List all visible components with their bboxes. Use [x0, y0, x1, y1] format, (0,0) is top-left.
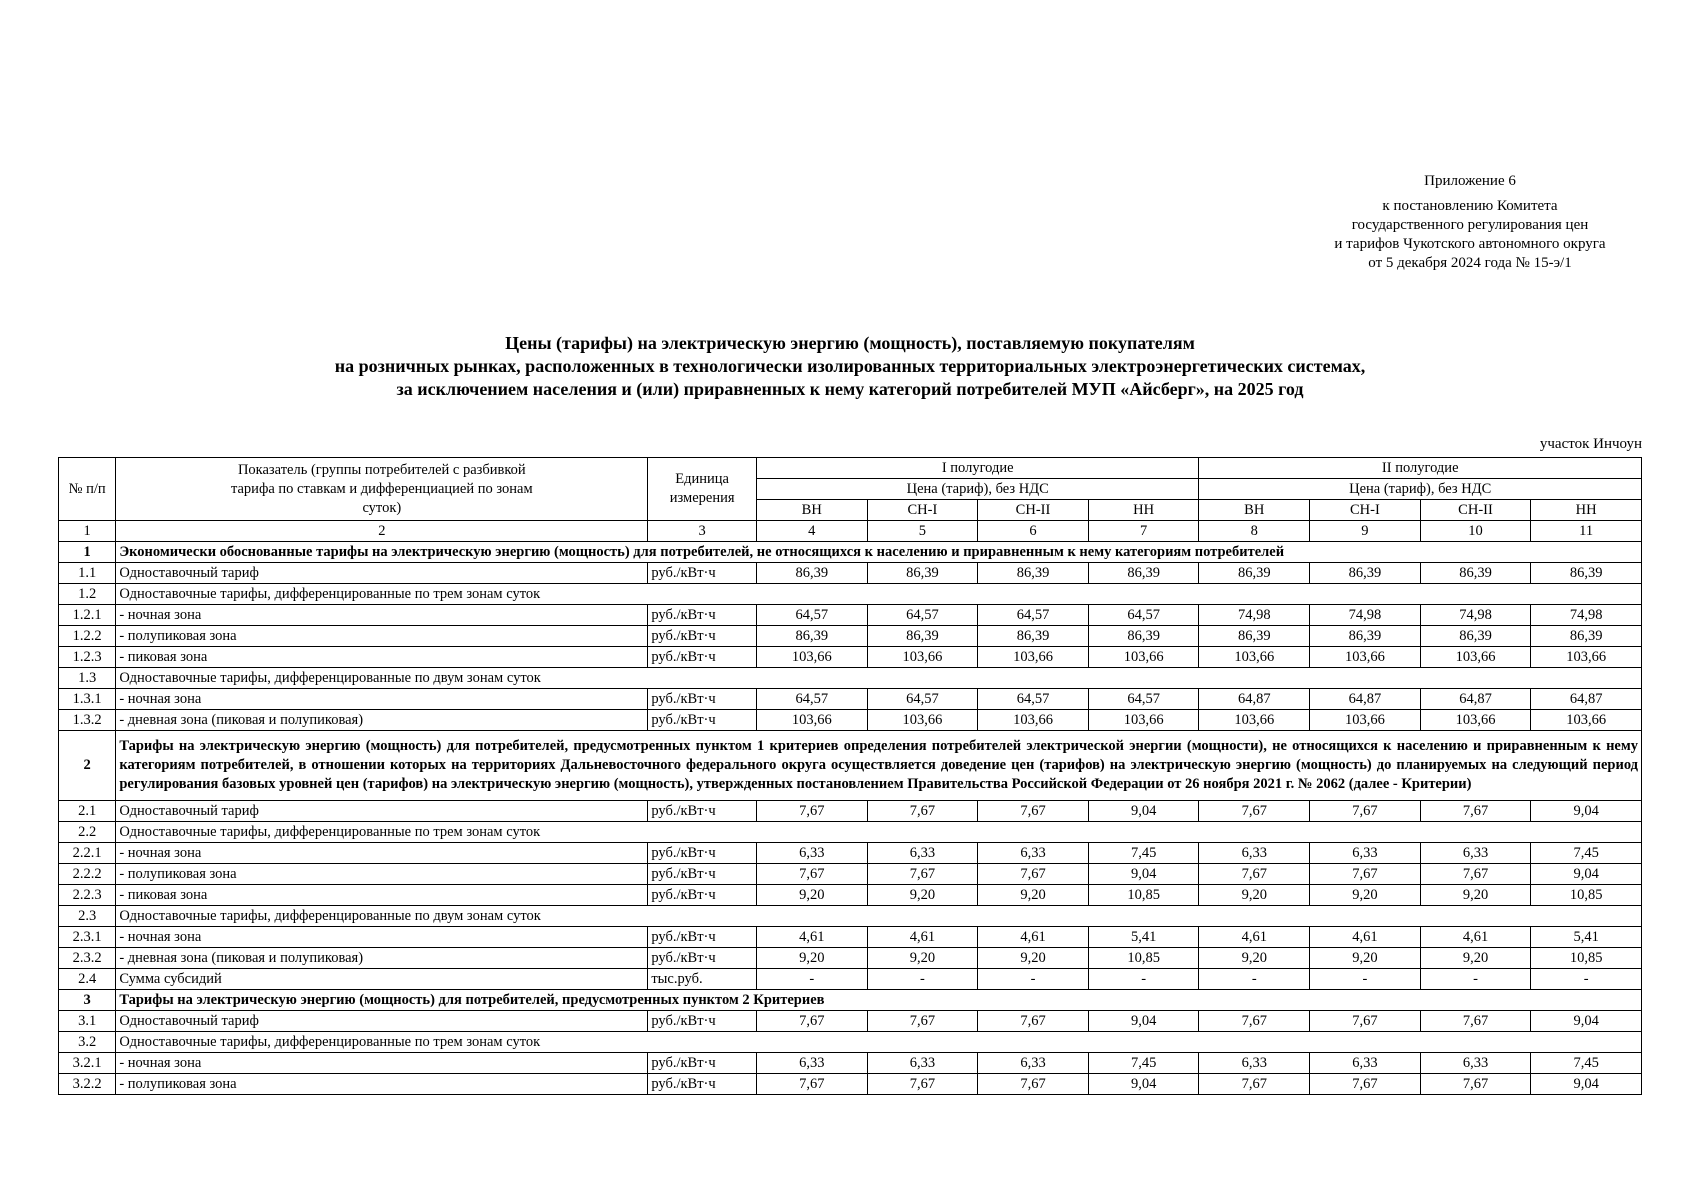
row-group-title: Одноставочные тарифы, дифференцированные по трем зонам суток: [116, 584, 1642, 605]
row-value: 7,67: [756, 1074, 867, 1095]
row-number: 3.2.1: [59, 1053, 116, 1074]
row-indicator: - пиковая зона: [116, 885, 648, 906]
row-value: 7,67: [1310, 801, 1421, 822]
row-value: 7,67: [1310, 1074, 1421, 1095]
row-number: 1.3.2: [59, 710, 116, 731]
row-number: 2.1: [59, 801, 116, 822]
row-value: 9,20: [1199, 948, 1310, 969]
header-column-number: 11: [1531, 521, 1642, 542]
row-value: -: [1088, 969, 1199, 990]
row-value: 103,66: [1310, 710, 1421, 731]
row-indicator: - ночная зона: [116, 927, 648, 948]
row-value: -: [1310, 969, 1421, 990]
row-value: 6,33: [1420, 1053, 1531, 1074]
row-value: 7,67: [1310, 864, 1421, 885]
row-value: 5,41: [1531, 927, 1642, 948]
row-value: 103,66: [1088, 710, 1199, 731]
row-value: 7,45: [1088, 1053, 1199, 1074]
row-value: 86,39: [1310, 626, 1421, 647]
header-price-2: Цена (тариф), без НДС: [1199, 479, 1642, 500]
row-value: 64,87: [1531, 689, 1642, 710]
row-number: 2.2: [59, 822, 116, 843]
row-unit: руб./кВт·ч: [648, 885, 757, 906]
row-value: 86,39: [1199, 626, 1310, 647]
row-value: 64,57: [978, 689, 1089, 710]
row-value: 7,67: [1310, 1011, 1421, 1032]
row-value: 7,67: [1199, 801, 1310, 822]
row-value: 9,04: [1088, 1074, 1199, 1095]
row-value: 103,66: [867, 647, 978, 668]
row-unit: руб./кВт·ч: [648, 864, 757, 885]
annex-line: Приложение 6: [1424, 173, 1516, 189]
table-section-row: [59, 990, 1642, 1011]
row-value: 103,66: [1199, 647, 1310, 668]
row-number: 3.1: [59, 1011, 116, 1032]
table-row: [59, 1074, 1642, 1095]
table-group-row: [59, 668, 1642, 689]
header-unit: Единица измерения: [648, 458, 757, 521]
header-level-cell: ВН: [756, 500, 867, 521]
table-row: [59, 801, 1642, 822]
row-value: 7,67: [756, 1011, 867, 1032]
header-column-number: 8: [1199, 521, 1310, 542]
row-indicator: - пиковая зона: [116, 647, 648, 668]
annex-line: к постановлению Комитета: [1382, 198, 1558, 214]
row-value: 7,67: [1420, 864, 1531, 885]
row-number: 1.2.3: [59, 647, 116, 668]
row-indicator: Сумма субсидий: [116, 969, 648, 990]
row-unit: руб./кВт·ч: [648, 626, 757, 647]
row-value: 4,61: [1199, 927, 1310, 948]
row-group-title: Одноставочные тарифы, дифференцированные по двум зонам суток: [116, 668, 1642, 689]
row-value: 9,20: [1420, 885, 1531, 906]
row-value: 7,67: [978, 1074, 1089, 1095]
row-value: -: [978, 969, 1089, 990]
row-unit: руб./кВт·ч: [648, 843, 757, 864]
row-value: 7,45: [1531, 1053, 1642, 1074]
row-value: 64,57: [1088, 689, 1199, 710]
row-number: 2.2.2: [59, 864, 116, 885]
table-row: [59, 647, 1642, 668]
row-unit: руб./кВт·ч: [648, 647, 757, 668]
row-value: 10,85: [1531, 885, 1642, 906]
table-row: [59, 563, 1642, 584]
row-value: 64,87: [1310, 689, 1421, 710]
row-value: 86,39: [978, 563, 1089, 584]
row-value: 103,66: [756, 647, 867, 668]
row-unit: руб./кВт·ч: [648, 1074, 757, 1095]
header-level-cell: НН: [1088, 500, 1199, 521]
row-value: 9,04: [1531, 864, 1642, 885]
table-section-row: [59, 731, 1642, 801]
row-indicator: - дневная зона (пиковая и полупиковая): [116, 710, 648, 731]
row-value: 86,39: [1420, 563, 1531, 584]
row-indicator: - ночная зона: [116, 689, 648, 710]
row-value: 64,57: [756, 689, 867, 710]
table-row: [59, 843, 1642, 864]
row-value: 7,67: [867, 864, 978, 885]
row-value: 74,98: [1310, 605, 1421, 626]
section-title: Экономически обоснованные тарифы на электрическую энергию (мощность) для потребителей, не относящихся к населению и приравненным к нему категориям потребителей: [116, 542, 1642, 563]
header-column-number: 6: [978, 521, 1089, 542]
table-row: [59, 689, 1642, 710]
header-column-number: 10: [1420, 521, 1531, 542]
row-value: 64,57: [1088, 605, 1199, 626]
header-column-number: 3: [648, 521, 757, 542]
row-value: 64,57: [756, 605, 867, 626]
row-value: 9,04: [1531, 1074, 1642, 1095]
section-title: Тарифы на электрическую энергию (мощность) для потребителей, предусмотренных пунктом 1 критериев определения потребителей электрической энергии (мощности), не относящихся к населению и приравненным к нему категориям потребителей, в отношении которых на территориях Дальневосточного федерального округа осуществляется доведение цен (тарифов) на электрическую энергию (мощность) до планируемых на следующий период регулирования базовых уровней цен (тарифов) на электрическую энергию (мощность), утвержденных постановлением Правительства Российской Федерации от 26 ноября 2021 г. № 2062 (далее - Критерии): [116, 731, 1642, 801]
row-value: 6,33: [1420, 843, 1531, 864]
row-value: 7,67: [1420, 1074, 1531, 1095]
row-value: 10,85: [1088, 948, 1199, 969]
row-value: 103,66: [1531, 710, 1642, 731]
header-column-number: 4: [756, 521, 867, 542]
section-number: 3: [59, 990, 116, 1011]
row-value: 9,20: [1310, 885, 1421, 906]
row-value: 4,61: [1420, 927, 1531, 948]
tariff-table: [58, 457, 1642, 1095]
row-number: 2.2.1: [59, 843, 116, 864]
row-value: 103,66: [1420, 647, 1531, 668]
row-value: 7,45: [1531, 843, 1642, 864]
row-value: 5,41: [1088, 927, 1199, 948]
row-value: 7,67: [1199, 864, 1310, 885]
row-value: 4,61: [756, 927, 867, 948]
row-value: 64,87: [1199, 689, 1310, 710]
row-value: 7,67: [867, 1011, 978, 1032]
row-value: -: [1199, 969, 1310, 990]
row-value: -: [867, 969, 978, 990]
row-unit: руб./кВт·ч: [648, 563, 757, 584]
row-unit: руб./кВт·ч: [648, 801, 757, 822]
row-value: 64,57: [867, 689, 978, 710]
row-value: 74,98: [1420, 605, 1531, 626]
row-value: 86,39: [1420, 626, 1531, 647]
header-price-1: Цена (тариф), без НДС: [756, 479, 1199, 500]
row-value: 103,66: [867, 710, 978, 731]
row-value: 6,33: [978, 843, 1089, 864]
row-unit: руб./кВт·ч: [648, 948, 757, 969]
row-value: 6,33: [756, 1053, 867, 1074]
row-value: 9,04: [1088, 1011, 1199, 1032]
row-value: 9,04: [1531, 801, 1642, 822]
table-row: [59, 626, 1642, 647]
row-value: 9,20: [867, 948, 978, 969]
row-value: -: [1531, 969, 1642, 990]
row-value: 7,67: [978, 1011, 1089, 1032]
table-section-row: [59, 542, 1642, 563]
row-value: 86,39: [1088, 563, 1199, 584]
row-value: 7,67: [756, 801, 867, 822]
table-row: [59, 710, 1642, 731]
row-value: 9,20: [1199, 885, 1310, 906]
header-level-cell: СН-II: [1420, 500, 1531, 521]
header-num: № п/п: [59, 458, 116, 521]
row-value: 9,04: [1531, 1011, 1642, 1032]
header-indicator: Показатель (группы потребителей с разбивкой тарифа по ставкам и дифференциацией по зонам суток): [116, 458, 648, 521]
row-value: 7,67: [867, 801, 978, 822]
row-value: 7,67: [978, 864, 1089, 885]
row-number: 2.4: [59, 969, 116, 990]
row-value: 74,98: [1199, 605, 1310, 626]
row-value: 86,39: [756, 563, 867, 584]
row-value: 9,20: [756, 948, 867, 969]
row-number: 1.3: [59, 668, 116, 689]
site-label: участок Инчоун: [1539, 436, 1642, 452]
row-value: 103,66: [1199, 710, 1310, 731]
header-half-1: I полугодие: [756, 458, 1199, 479]
row-unit: руб./кВт·ч: [648, 710, 757, 731]
table-row: [59, 885, 1642, 906]
row-value: 7,67: [1420, 1011, 1531, 1032]
table-group-row: [59, 906, 1642, 927]
table-group-row: [59, 584, 1642, 605]
row-group-title: Одноставочные тарифы, дифференцированные по трем зонам суток: [116, 822, 1642, 843]
row-value: 6,33: [867, 843, 978, 864]
title-line: на розничных рынках, расположенных в технологически изолированных территориальных электроэнергетических системах,: [334, 356, 1366, 376]
row-group-title: Одноставочные тарифы, дифференцированные по трем зонам суток: [116, 1032, 1642, 1053]
row-number: 1.2.2: [59, 626, 116, 647]
row-value: 9,20: [1420, 948, 1531, 969]
row-indicator: - дневная зона (пиковая и полупиковая): [116, 948, 648, 969]
table-row: [59, 948, 1642, 969]
row-indicator: - ночная зона: [116, 605, 648, 626]
title-line: Цены (тарифы) на электрическую энергию (мощность), поставляемую покупателям: [505, 333, 1195, 353]
row-value: 86,39: [756, 626, 867, 647]
row-value: 9,20: [1310, 948, 1421, 969]
row-value: 7,67: [978, 801, 1089, 822]
row-value: 6,33: [756, 843, 867, 864]
annex-line: от 5 декабря 2024 года № 15-э/1: [1368, 255, 1572, 271]
row-value: 4,61: [867, 927, 978, 948]
row-number: 1.3.1: [59, 689, 116, 710]
row-value: 6,33: [867, 1053, 978, 1074]
row-indicator: Одноставочный тариф: [116, 563, 648, 584]
row-value: 9,20: [867, 885, 978, 906]
header-level-cell: СН-I: [1310, 500, 1421, 521]
row-value: 6,33: [978, 1053, 1089, 1074]
table-row: [59, 864, 1642, 885]
annex-block: [1250, 172, 1690, 273]
row-indicator: - полупиковая зона: [116, 864, 648, 885]
row-value: 86,39: [1199, 563, 1310, 584]
annex-line: и тарифов Чукотского автономного округа: [1334, 236, 1606, 252]
header-level-cell: СН-I: [867, 500, 978, 521]
row-value: 6,33: [1199, 1053, 1310, 1074]
row-value: 86,39: [1531, 626, 1642, 647]
row-value: 4,61: [1310, 927, 1421, 948]
row-number: 2.3.1: [59, 927, 116, 948]
row-indicator: Одноставочный тариф: [116, 801, 648, 822]
row-unit: руб./кВт·ч: [648, 605, 757, 626]
row-unit: руб./кВт·ч: [648, 927, 757, 948]
row-value: 7,67: [1420, 801, 1531, 822]
header-column-number: 2: [116, 521, 648, 542]
header-level-cell: ВН: [1199, 500, 1310, 521]
row-value: -: [1420, 969, 1531, 990]
row-value: 103,66: [1088, 647, 1199, 668]
table-row: [59, 1011, 1642, 1032]
row-value: 9,04: [1088, 801, 1199, 822]
header-row-1: [59, 458, 1642, 479]
row-value: 86,39: [1531, 563, 1642, 584]
section-number: 1: [59, 542, 116, 563]
row-value: 6,33: [1310, 1053, 1421, 1074]
header-level-cell: НН: [1531, 500, 1642, 521]
row-value: 103,66: [1310, 647, 1421, 668]
header-column-number: 5: [867, 521, 978, 542]
row-value: 10,85: [1531, 948, 1642, 969]
row-indicator: - ночная зона: [116, 843, 648, 864]
row-value: 103,66: [1531, 647, 1642, 668]
table-row: [59, 927, 1642, 948]
row-value: 7,67: [867, 1074, 978, 1095]
row-value: 6,33: [1199, 843, 1310, 864]
row-number: 1.2.1: [59, 605, 116, 626]
document-title: [160, 332, 1540, 401]
row-number: 1.2: [59, 584, 116, 605]
row-value: 86,39: [1310, 563, 1421, 584]
row-value: 64,57: [978, 605, 1089, 626]
row-unit: руб./кВт·ч: [648, 1011, 757, 1032]
table-group-row: [59, 822, 1642, 843]
row-number: 1.1: [59, 563, 116, 584]
row-indicator: - полупиковая зона: [116, 1074, 648, 1095]
header-half-2: II полугодие: [1199, 458, 1642, 479]
row-value: 9,20: [978, 885, 1089, 906]
row-value: 6,33: [1310, 843, 1421, 864]
title-line: за исключением населения и (или) приравненных к нему категорий потребителей МУП «Айсберг», на 2025 год: [396, 379, 1304, 399]
row-value: -: [756, 969, 867, 990]
table-row: [59, 969, 1642, 990]
row-value: 86,39: [867, 626, 978, 647]
row-indicator: Одноставочный тариф: [116, 1011, 648, 1032]
row-value: 9,20: [978, 948, 1089, 969]
section-number: 2: [59, 731, 116, 801]
row-number: 3.2.2: [59, 1074, 116, 1095]
row-value: 103,66: [756, 710, 867, 731]
row-value: 103,66: [1420, 710, 1531, 731]
row-unit: руб./кВт·ч: [648, 1053, 757, 1074]
annex-line: государственного регулирования цен: [1351, 217, 1589, 233]
row-value: 64,57: [867, 605, 978, 626]
section-title: Тарифы на электрическую энергию (мощность) для потребителей, предусмотренных пунктом 2 Критериев: [116, 990, 1642, 1011]
table-row: [59, 1053, 1642, 1074]
row-number: 2.3: [59, 906, 116, 927]
row-unit: руб./кВт·ч: [648, 689, 757, 710]
row-value: 7,67: [1199, 1011, 1310, 1032]
row-value: 103,66: [978, 647, 1089, 668]
row-value: 9,20: [756, 885, 867, 906]
row-value: 7,45: [1088, 843, 1199, 864]
row-indicator: - полупиковая зона: [116, 626, 648, 647]
row-value: 86,39: [1088, 626, 1199, 647]
row-value: 103,66: [978, 710, 1089, 731]
header-column-number: 7: [1088, 521, 1199, 542]
row-value: 9,04: [1088, 864, 1199, 885]
row-number: 3.2: [59, 1032, 116, 1053]
row-value: 7,67: [756, 864, 867, 885]
row-value: 10,85: [1088, 885, 1199, 906]
table-group-row: [59, 1032, 1642, 1053]
table-row: [59, 605, 1642, 626]
row-number: 2.3.2: [59, 948, 116, 969]
row-value: 86,39: [867, 563, 978, 584]
row-value: 4,61: [978, 927, 1089, 948]
row-value: 86,39: [978, 626, 1089, 647]
row-indicator: - ночная зона: [116, 1053, 648, 1074]
row-unit: тыс.руб.: [648, 969, 757, 990]
row-value: 74,98: [1531, 605, 1642, 626]
row-group-title: Одноставочные тарифы, дифференцированные по двум зонам суток: [116, 906, 1642, 927]
header-column-numbers-row: [59, 521, 1642, 542]
header-column-number: 9: [1310, 521, 1421, 542]
header-column-number: 1: [59, 521, 116, 542]
header-level-cell: СН-II: [978, 500, 1089, 521]
row-number: 2.2.3: [59, 885, 116, 906]
row-value: 7,67: [1199, 1074, 1310, 1095]
row-value: 64,87: [1420, 689, 1531, 710]
